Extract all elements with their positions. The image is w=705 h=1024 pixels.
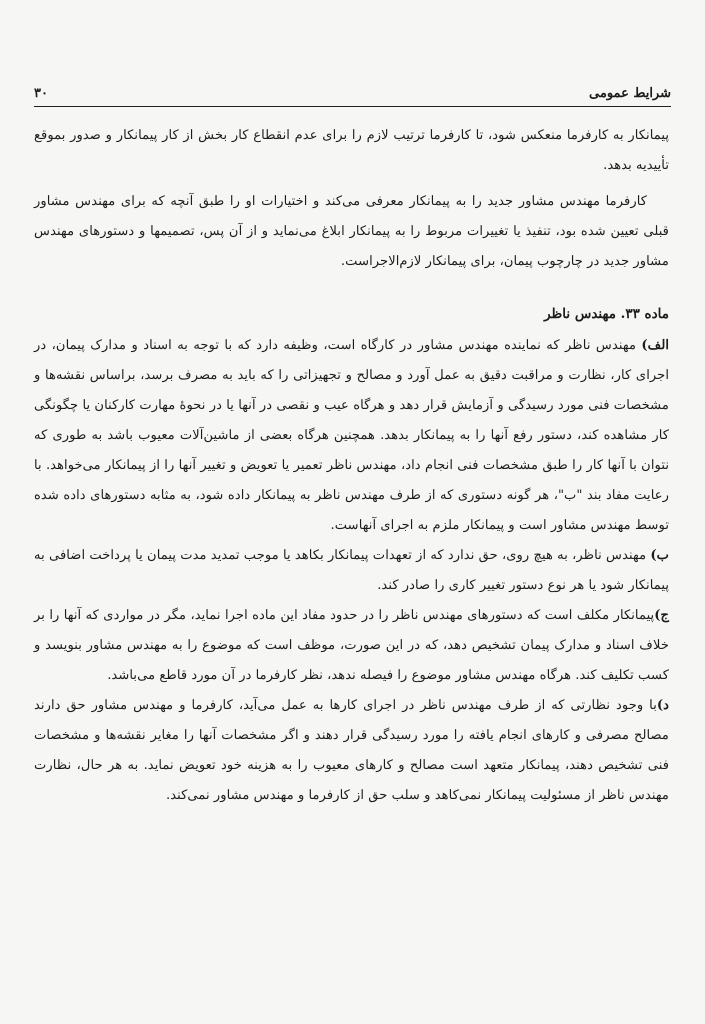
clause-label: د) bbox=[656, 698, 669, 713]
clause-a bbox=[34, 331, 669, 541]
clause-d bbox=[34, 691, 669, 811]
section-heading: ماده ۳۳. مهندس ناظر bbox=[544, 306, 669, 322]
clause-label: الف) bbox=[641, 338, 669, 353]
page-header bbox=[34, 82, 671, 104]
clause-text: پیمانکار مکلف است که دستورهای مهندس ناظر را در حدود مفاد این ماده اجرا نماید، مگر در مواردی که آنها را بر خلاف اسناد و مدارک پیمان تشخیص دهد، که در این صورت، موظف است که موضوع را به مهندس مشاور بنویسد و کسب تکلیف کند. هرگاه مهندس مشاور موضوع را فیصله ندهد، نظر کارفرما در آن مورد قاطع می‌باشد. bbox=[34, 608, 669, 683]
header-title: شرایط عمومی bbox=[589, 85, 671, 101]
page-number: ۳۰ bbox=[34, 85, 48, 101]
clause-text: مهندس ناظر، به هیچ روی، حق ندارد که از تعهدات پیمانکار بکاهد یا موجب تمدید مدت پیمان یا پرداخت اضافی به پیمانکار شود یا هر نوع دستور تغییر کاری را صادر کند. bbox=[34, 548, 669, 593]
header-divider bbox=[34, 106, 671, 107]
clause-b bbox=[34, 541, 669, 601]
clause-text: با وجود نظارتی که از طرف مهندس ناظر در اجرای کارها به عمل می‌آید، کارفرما و مهندس مشاور حق دارند مصالح مصرفی و کارهای انجام یافته را مورد رسیدگی قرار دهند و اگر مشخصات آنها را مغایر نقشه‌ها و مشخصات فنی تشخیص دهند، پیمانکار متعهد است مصالح و کارهای معیوب را به هزینه خود تعویض نماید. به هر حال، نظارت مهندس ناظر از مسئولیت پیمانکار نمی‌کاهد و سلب حق از کارفرما و مهندس مشاور نمی‌کند. bbox=[34, 698, 669, 803]
paragraph: کارفرما مهندس مشاور جدید را به پیمانکار معرفی می‌کند و اختیارات او را طبق آنچه که برای مهندس مشاور قبلی تعیین شده بود، تنفیذ یا تغییرات مربوط را به پیمانکار ابلاغ می‌نماید و از آن پس، تصمیمها و دستورهای مهندس مشاور جدید در چارچوب پیمان، برای پیمانکار لازم‌الاجراست. bbox=[34, 194, 669, 269]
paragraph: پیمانکار به کارفرما منعکس شود، تا کارفرما ترتیب لازم را برای عدم انقطاع کار بخش از کار پیمانکار و صدور بموقع تأییدیه بدهد. bbox=[34, 128, 669, 173]
clause-label: ب) bbox=[650, 548, 669, 563]
body-text bbox=[34, 121, 669, 811]
clause-label: ج) bbox=[654, 608, 669, 623]
clause-c bbox=[34, 601, 669, 691]
clause-text: مهندس ناظر که نماینده مهندس مشاور در کارگاه است، وظیفه دارد که با توجه به اسناد و مدارک پیمان، در اجرای کار، نظارت و مراقبت دقیق به عمل آورد و مصالح و تجهیزاتی را که باید به مصرف برسد، براساس نقشه‌ها و مشخصات فنی مورد رسیدگی و آزمایش قرار دهد و هرگاه عیب و نقصی در آنها یا در نحوهٔ مهارت کارکنان یا چگونگی کار مشاهده کند، دستور رفع آنها را به پیمانکار بدهد. همچنین هرگاه بعضی از ماشین‌آلات معیوب باشد به طوری که نتوان با آنها کار را طبق مشخصات فنی انجام داد، مهندس ناظر تعمیر یا تعویض و تغییر آنها را از پیمانکار می‌خواهد. با رعایت مفاد بند "ب"، هر گونه دستوری که از طرف مهندس ناظر به پیمانکار داده شود، به مثابه دستورهای داده شده توسط مهندس مشاور است و پیمانکار ملزم به اجرای آنهاست. bbox=[34, 338, 669, 533]
